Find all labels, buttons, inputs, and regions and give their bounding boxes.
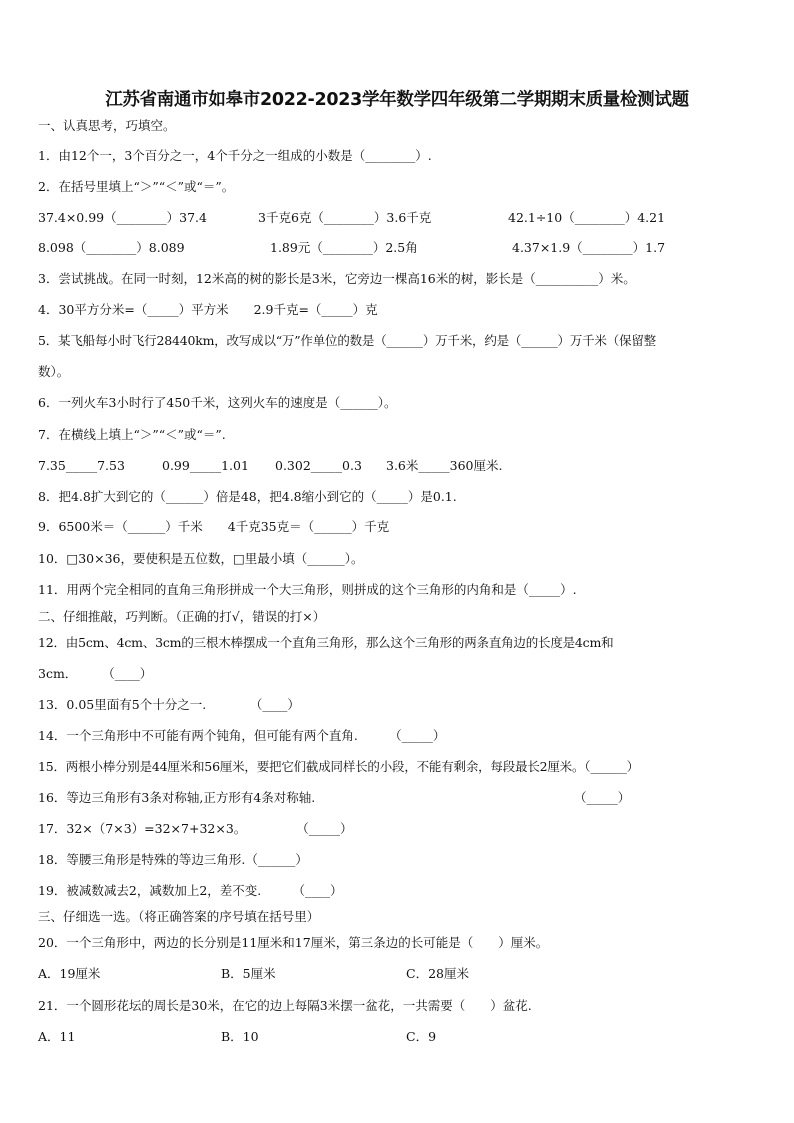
- question-2: 2．在括号里填上“＞”“＜”或“＝”。: [38, 179, 235, 194]
- question-12-line-1: 12．由5cm、4cm、3cm的三根木棒摆成一个直角三角形，那么这个三角形的两条直角边的长度是4cm和: [38, 635, 614, 650]
- section-2-heading: 二、仔细推敲，巧判断。（正确的打√，错误的打×）: [38, 609, 326, 624]
- question-9: 9．6500米＝（______）千米 4千克35克＝（______）千克: [38, 519, 390, 534]
- question-13: 13．0.05里面有5个十分之一. （____）: [38, 697, 300, 712]
- section-3-heading: 三、仔细选一选。（将正确答案的序号填在括号里）: [38, 909, 320, 924]
- question-14: 14．一个三角形中不可能有两个钝角，但可能有两个直角. （_____）: [38, 728, 446, 743]
- q21-option-a: A．11: [38, 1029, 76, 1044]
- question-15: 15．两根小棒分别是44厘米和56厘米，要把它们截成同样长的小段，不能有剩余，每段最长2厘米。（______）: [38, 759, 639, 774]
- q21-option-b: B．10: [221, 1029, 259, 1044]
- question-3: 3．尝试挑战。在同一时刻，12米高的树的影长是3米，它旁边一棵高16米的树，影长是（__________）米。: [38, 271, 636, 286]
- q2-item-5: 1.89元（________）2.5角: [270, 240, 418, 255]
- q2-item-4: 8.098（________）8.089: [38, 240, 185, 255]
- section-1-heading: 一、认真思考，巧填空。: [38, 118, 176, 133]
- q7-item-3: 0.302_____0.3: [275, 458, 362, 473]
- q7-item-1: 7.35_____7.53: [38, 458, 125, 473]
- q21-option-c: C．9: [406, 1029, 437, 1044]
- q20-option-a: A．19厘米: [38, 966, 101, 981]
- exam-title: 江苏省南通市如皋市2022-2023学年数学四年级第二学期期末质量检测试题: [105, 90, 689, 110]
- q20-option-b: B．5厘米: [221, 966, 276, 981]
- question-4: 4．30平方分米=（_____）平方米 2.9千克=（_____）克: [38, 302, 378, 317]
- question-12-line-2: 3cm． （____）: [38, 666, 153, 681]
- question-18: 18．等腰三角形是特殊的等边三角形.（______）: [38, 852, 308, 867]
- question-8: 8．把4.8扩大到它的（______）倍是48，把4.8缩小到它的（_____）是0.1.: [38, 489, 457, 504]
- question-5-line-2: 数）。: [38, 364, 70, 379]
- question-11: 11．用两个完全相同的直角三角形拼成一个大三角形，则拼成的这个三角形的内角和是（_____）.: [38, 582, 577, 597]
- question-6: 6．一列火车3小时行了450千米，这列火车的速度是（______）。: [38, 395, 397, 410]
- question-19: 19．被减数减去2，减数加上2，差不变. （____）: [38, 883, 343, 898]
- q2-item-2: 3千克6克（________）3.6千克: [258, 210, 432, 225]
- question-17: 17．32×（7×3）=32×7+32×3。 （_____）: [38, 821, 353, 836]
- question-21: 21．一个圆形花坛的周长是30米，在它的边上每隔3米摆一盆花，一共需要（ ）盆花.: [38, 998, 532, 1013]
- question-10: 10．□30×36，要使积是五位数，□里最小填（______）。: [38, 551, 364, 566]
- q20-option-c: C．28厘米: [406, 966, 469, 981]
- q2-item-3: 42.1÷10（________）4.21: [508, 210, 666, 225]
- q7-item-2: 0.99_____1.01: [162, 458, 249, 473]
- q7-item-4: 3.6米_____360厘米.: [386, 458, 503, 473]
- question-16-blank: （_____）: [574, 790, 631, 805]
- q2-item-1: 37.4×0.99（________）37.4: [38, 210, 207, 225]
- question-16: 16．等边三角形有3条对称轴,正方形有4条对称轴.: [38, 790, 316, 805]
- question-5-line-1: 5．某飞船每小时飞行28440km，改写成以“万”作单位的数是（______）万千米，约是（______）万千米（保留整: [38, 333, 656, 348]
- question-1: 1．由12个一，3个百分之一，4个千分之一组成的小数是（________）.: [38, 148, 432, 163]
- question-7: 7．在横线上填上“＞”“＜”或“＝”.: [38, 427, 226, 442]
- question-20: 20．一个三角形中，两边的长分别是11厘米和17厘米，第三条边的长可能是（ ）厘米。: [38, 935, 549, 950]
- q2-item-6: 4.37×1.9（________）1.7: [512, 240, 666, 255]
